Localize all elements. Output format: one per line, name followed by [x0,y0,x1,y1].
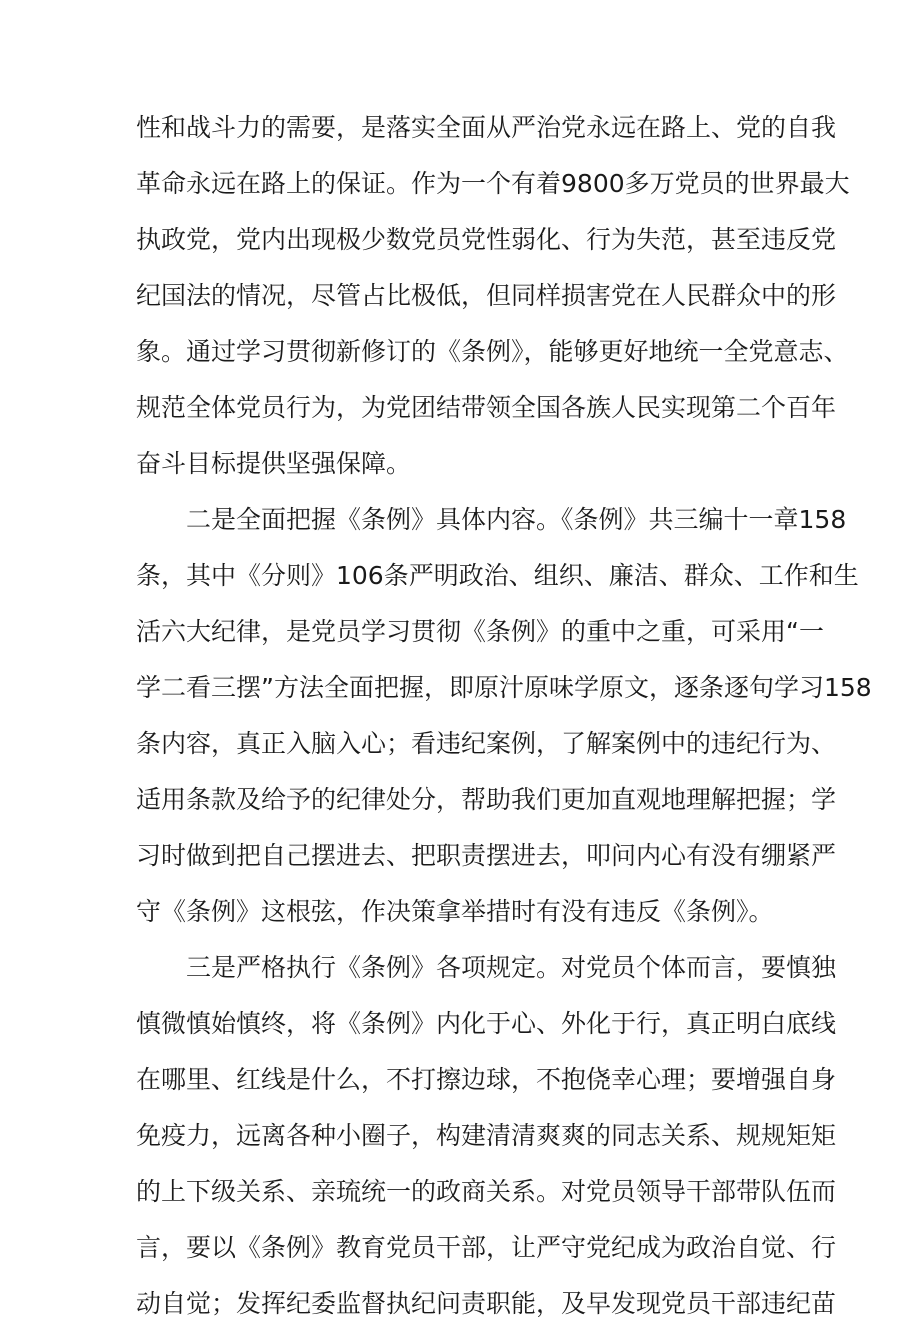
paragraph-line: 性和战斗力的需要，是落实全面从严治党永远在路上、党的自我 [136,113,837,142]
paragraph-line: 规范全体党员行为，为党团结带领全国各族人民实现第二个百年 [136,393,837,422]
paragraph-line: 言，要以《条例》教育党员干部，让严守党纪成为政治自觉、行 [136,1233,837,1262]
paragraph-line: 的上下级关系、亲琉统一的政商关系。对党员领导干部带队伍而 [136,1177,837,1206]
paragraph-line: 奋斗目标提供坚强保障。 [136,449,412,478]
paragraph-line: 在哪里、红线是什么，不打擦边球，不抱侥幸心理；要增强自身 [136,1065,837,1094]
paragraph-line: 条，其中《分则》106条严明政治、组织、廉洁、群众、工作和生 [136,561,859,590]
paragraph-line: 动自觉；发挥纪委监督执纪问责职能，及早发现党员干部违纪苗 [136,1289,837,1318]
paragraph-line: 执政党，党内出现极少数党员党性弱化、行为失范，甚至违反党 [136,225,837,254]
paragraph-line: 条内容，真正入脑入心；看违纪案例，了解案例中的违纪行为、 [136,729,837,758]
paragraph-line: 习时做到把自己摆进去、把职责摆进去，叩问内心有没有绷紧严 [136,841,837,870]
paragraph-line: 革命永远在路上的保证。作为一个有着9800多万党员的世界最大 [136,169,850,198]
paragraph-line: 守《条例》这根弦，作决策拿举措时有没有违反《条例》。 [136,897,774,926]
paragraph-line: 纪国法的情况，尽管占比极低，但同样损害党在人民群众中的形 [136,281,837,310]
paragraph-line: 适用条款及给予的纪律处分，帮助我们更加直观地理解把握；学 [136,785,837,814]
paragraph-line: 活六大纪律，是党员学习贯彻《条例》的重中之重，可采用“一 [136,617,824,646]
paragraph-line: 学二看三摆”方法全面把握，即原汁原味学原文，逐条逐句学习158 [136,673,872,702]
paragraph-line: 慎微慎始慎终，将《条例》内化于心、外化于行，真正明白底线 [136,1009,837,1038]
paragraph-line: 免疫力，远离各种小圈子，构建清清爽爽的同志关系、规规矩矩 [136,1121,837,1150]
paragraph-line: 象。通过学习贯彻新修订的《条例》，能够更好地统一全党意志、 [136,337,849,366]
paragraph-heading-line: 三是严格执行《条例》各项规定。对党员个体而言，要慎独 [186,953,837,982]
paragraph-heading-line: 二是全面把握《条例》具体内容。《条例》共三编十一章158 [186,505,847,534]
